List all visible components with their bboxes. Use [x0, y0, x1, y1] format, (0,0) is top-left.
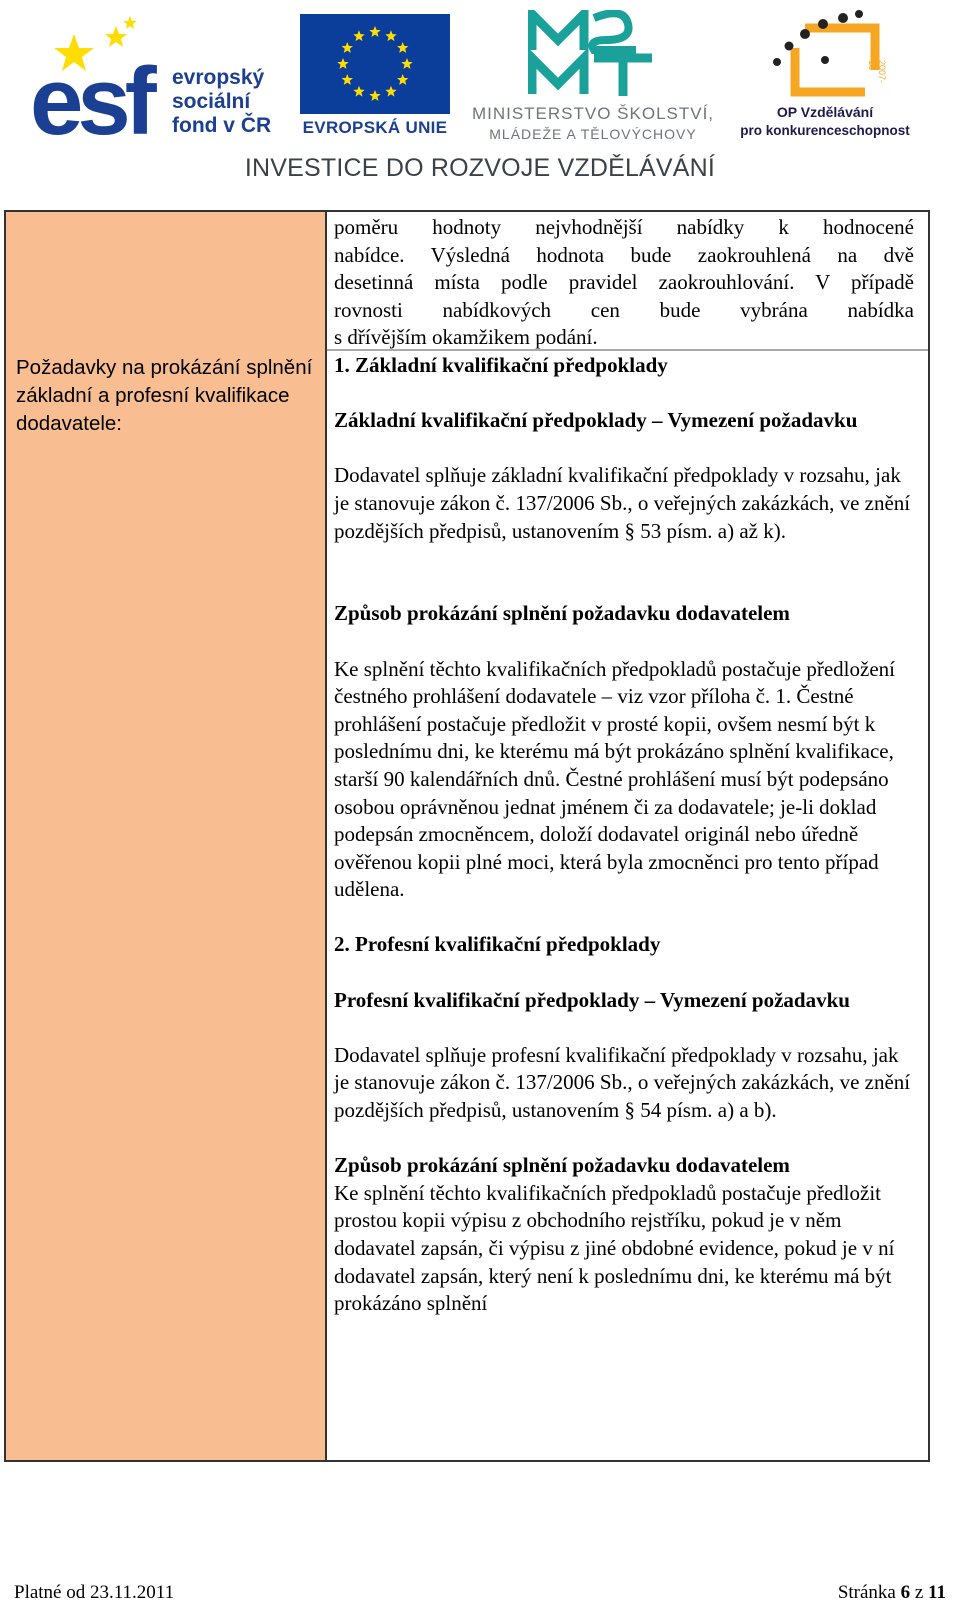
section2-proof-text: Ke splnění těchto kvalifikačních předpokladů postačuje předložit prostou kopii výpisu z obchodního rejstříku, pokud je v něm dodavatel zapsán, či výpisu z jiné obdobné evidence, pokud je v ní dodavatel zapsán, který není k poslednímu dni, ke kterému má být prokázáno splnění [334, 1180, 895, 1316]
table-label-cell [6, 212, 327, 1460]
top-line-3: desetinná místa podle pravidel zaokrouhlování. V případě [334, 270, 914, 295]
eu-star [397, 74, 408, 85]
eu-star [337, 58, 348, 69]
section1-subheading-scope: Základní kvalifikační předpoklady – Vymezení požadavku [334, 408, 858, 433]
eu-star [342, 42, 353, 53]
op-line-1: OP Vzdělávání [776, 104, 874, 120]
row-label: Požadavky na prokázání splnění základní a profesní kvalifikace dodavatele: [16, 356, 313, 435]
page-current: 6 [900, 1582, 911, 1603]
section1-proof-text: Ke splnění těchto kvalifikačních předpokladů postačuje předložení čestného prohlášení dodavatele – viz vzor příloha č. 1. Čestné prohlášení postačuje předložit v prosté kopii, ovšem nesmí být k poslednímu dni, ke kterému má být prokázáno splnění kvalifikace, starší 90 kalendářních dnů. Čestné prohlášení musí být podepsáno osobou oprávněnou jednat jménem či za dodavatele; je-li doklad podepsán zmocněncem, doloží dodavatel originál nebo úředně ověřenou kopii plné moci, která byla zmocněnci pro tento případ udělena. [334, 656, 895, 902]
eu-star [385, 30, 396, 41]
op-line-2: pro konkurenceschopnost [740, 123, 910, 138]
section2-subheading-scope: Profesní kvalifikační předpoklady – Vymezení požadavku [334, 987, 850, 1012]
esf-logo [30, 14, 288, 155]
esf-subtitle [172, 66, 271, 138]
footer-page-number [838, 1582, 946, 1604]
page-separator: z [910, 1582, 929, 1603]
esf-line-3: fond v ČR [172, 114, 272, 137]
eu-star [369, 90, 380, 101]
eu-star [401, 58, 412, 69]
top-line-1: poměru hodnoty nejvhodnější nabídky k hodnocené [334, 215, 914, 239]
esf-line-1: evropský [172, 66, 265, 89]
eu-flag-icon [300, 14, 450, 114]
esf-wordmark: esf [30, 48, 151, 155]
page-total: 11 [928, 1582, 946, 1603]
page-prefix: Stránka [837, 1582, 901, 1603]
esf-line-2: sociální [172, 90, 251, 113]
footer-valid-from: Platné od 23.11.2011 [14, 1582, 175, 1603]
eu-star [342, 74, 353, 85]
eu-star [369, 26, 380, 37]
eu-star [385, 86, 396, 97]
top-row-text [334, 214, 914, 352]
msmt-logo [462, 10, 724, 142]
eu-logo [300, 14, 450, 140]
msmt-monogram-icon [528, 10, 658, 98]
op-logo [735, 10, 915, 140]
top-line-4: rovnosti nabídkových cen bude vybrána nabídka [334, 297, 914, 322]
msmt-line-1: MINISTERSTVO ŠKOLSTVÍ, [471, 104, 715, 123]
eu-star [353, 30, 364, 41]
eu-star [397, 42, 408, 53]
section2-scope-text: Dodavatel splňuje profesní kvalifikační předpoklady v rozsahu, jak je stanovuje zákon č. 137/2006 Sb., o veřejných zakázkách, ve znění pozdějších předpisů, ustanovením § 54 písm. a) a b). [334, 1042, 911, 1123]
header-logos [0, 0, 960, 200]
main-cell-text [334, 352, 914, 1318]
section1-heading: 1. Základní kvalifikační předpoklady [334, 353, 668, 377]
investice-tagline: INVESTICE DO ROZVOJE VZDĚLÁVÁNÍ [244, 154, 716, 182]
eu-star [353, 86, 364, 97]
eu-label: EVROPSKÁ UNIE [302, 118, 448, 137]
section1-subheading-proof: Způsob prokázání splnění požadavku dodavatelem [334, 601, 790, 626]
msmt-line-2: MLÁDEŽE A TĚLOVÝCHOVY [489, 126, 697, 142]
section2-heading: 2. Profesní kvalifikační předpoklady [334, 932, 661, 957]
top-line-5: s dřívějším okamžikem podání. [334, 325, 598, 350]
op-years: 2007-13 [867, 60, 887, 84]
top-line-2: nabídce. Výsledná hodnota bude zaokrouhlená na dvě [334, 242, 914, 267]
section2-subheading-proof: Způsob prokázání splnění požadavku dodavatelem [334, 1153, 790, 1178]
section1-scope-text: Dodavatel splňuje základní kvalifikační předpoklady v rozsahu, jak je stanovuje zákon č. 137/2006 Sb., o veřejných zakázkách, ve znění pozdějších předpisů, ustanovením § 53 písm. a) až k). [334, 463, 911, 543]
